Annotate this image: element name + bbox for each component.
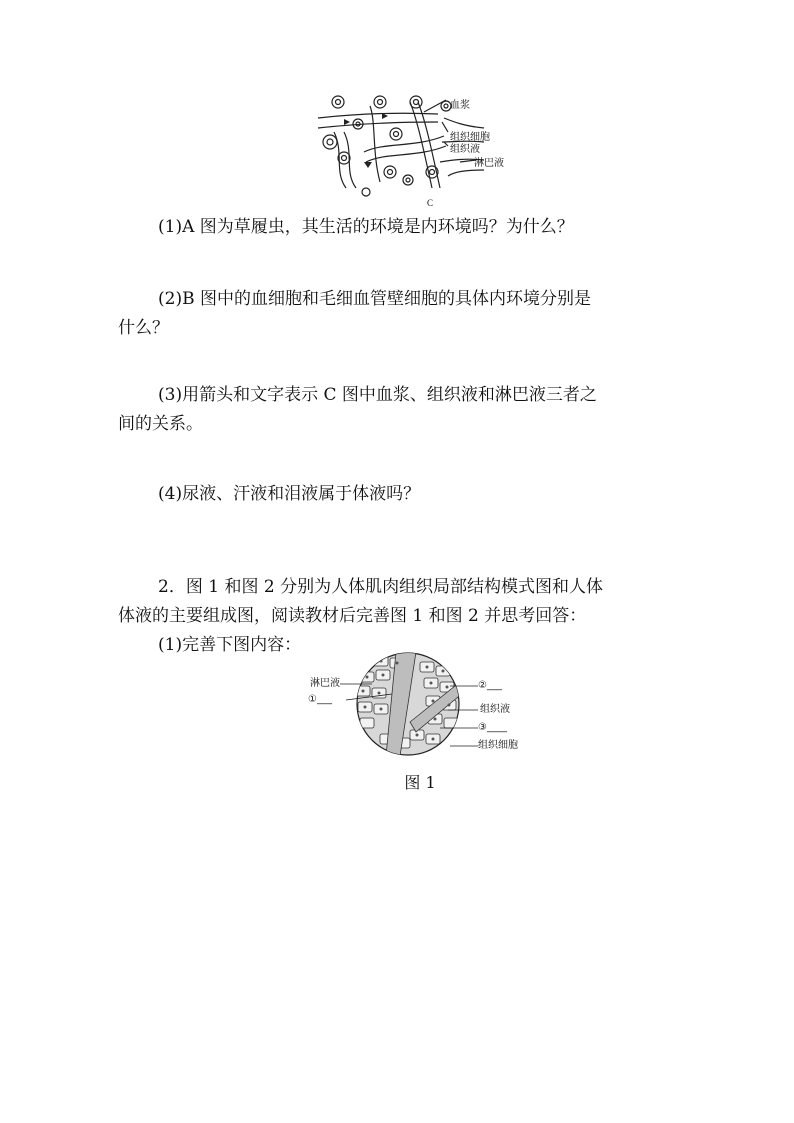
figure-1-label-tissue-cell: 组织细胞	[478, 740, 518, 751]
question-4-text: (4)尿液、汗液和泪液属于体液吗？	[158, 484, 421, 504]
figure-c-label-tissue-cell: 组织细胞	[450, 132, 490, 143]
figure-1-label-2: ②___	[478, 680, 502, 691]
figure-c	[314, 92, 526, 210]
figure-c-label-plasma: 血浆	[450, 100, 470, 111]
figure-1-caption: 图 1	[404, 773, 436, 792]
figure-1-label-3: ③____	[478, 722, 507, 733]
figure-1	[300, 652, 540, 792]
figure-1-label-lymph: 淋巴液	[310, 678, 340, 689]
question-3	[118, 381, 688, 439]
figure-1-label-1: ①___	[308, 694, 332, 705]
question-2	[118, 285, 688, 343]
question-1	[158, 213, 574, 242]
question-4	[158, 480, 420, 509]
figure-c-label-lymph: 淋巴液	[474, 158, 504, 169]
figure-c-label-tissue-fluid: 组织液	[450, 144, 480, 155]
problem-2-line-1: 2．图 1 和图 2 分别为人体肌肉组织局部结构模式图和人体	[158, 577, 604, 597]
question-1-text: (1)A 图为草履虫，其生活的环境是内环境吗？为什么？	[158, 217, 574, 237]
problem-2	[118, 573, 688, 660]
question-3-line-2: 间的关系。	[118, 414, 203, 434]
problem-2-line-3: (1)完善下图内容：	[158, 635, 302, 655]
figure-c-diagram	[314, 92, 526, 200]
question-2-line-1: (2)B 图中的血细胞和毛细血管壁细胞的具体内环境分别是	[158, 289, 591, 309]
figure-c-caption: C	[426, 198, 433, 208]
question-3-line-1: (3)用箭头和文字表示 C 图中血浆、组织液和淋巴液三者之	[158, 385, 597, 405]
figure-1-label-tissue-fluid: 组织液	[480, 704, 510, 715]
question-2-line-2: 什么？	[118, 318, 169, 338]
problem-2-line-2: 体液的主要组成图，阅读教材后完善图 1 和图 2 并思考回答：	[118, 606, 587, 626]
